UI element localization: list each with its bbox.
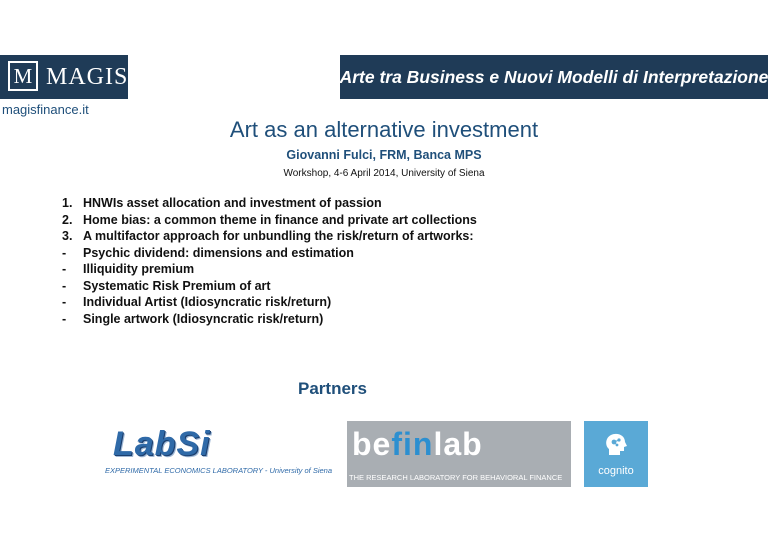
agenda-text: HNWIs asset allocation and investment of passion — [83, 196, 382, 210]
agenda-text: Single artwork (Idiosyncratic risk/return) — [83, 311, 324, 326]
agenda-text: A multifactor approach for unbundling the risk/return of artworks: — [83, 229, 474, 243]
agenda-marker: - — [62, 311, 67, 326]
magis-logo-name: MAGIS — [46, 64, 129, 90]
befinlab-part-fin: fin — [391, 426, 434, 462]
agenda-text: Psychic dividend: dimensions and estimation — [83, 245, 354, 260]
agenda-marker: 3. — [62, 229, 73, 243]
agenda-item — [62, 278, 477, 295]
author-line: Giovanni Fulci, FRM, Banca MPS — [286, 148, 482, 162]
head-profile-icon — [600, 429, 632, 461]
cognito-logo — [584, 421, 648, 487]
event-line: Workshop, 4-6 April 2014, University of Siena — [283, 168, 485, 179]
agenda-item — [62, 228, 477, 245]
agenda-text: Systematic Risk Premium of art — [83, 278, 271, 293]
befinlab-logo-wordmark — [352, 425, 483, 463]
agenda-item — [62, 261, 477, 278]
agenda-marker: 2. — [62, 212, 73, 227]
magis-logo — [0, 55, 128, 99]
agenda-text: Individual Artist (Idiosyncratic risk/return) — [83, 295, 332, 309]
befinlab-logo-subtitle: THE RESEARCH LABORATORY FOR BEHAVIORAL FINANCE — [349, 473, 563, 482]
agenda-item — [62, 311, 477, 328]
agenda-marker: - — [62, 278, 67, 293]
agenda-item — [62, 195, 477, 212]
labsi-logo-subtitle: EXPERIMENTAL ECONOMICS LABORATORY - University of Siena — [105, 466, 333, 475]
agenda-marker: - — [62, 295, 67, 309]
agenda-item — [62, 294, 477, 311]
agenda-marker: - — [62, 262, 67, 276]
befinlab-logo — [347, 421, 571, 487]
cognito-logo-name: cognito — [598, 465, 634, 477]
agenda-marker: - — [62, 245, 67, 260]
magis-logo-badge — [8, 61, 38, 91]
befinlab-part-lab: lab — [433, 426, 483, 462]
site-link[interactable]: magisfinance.it — [2, 102, 89, 117]
agenda-item — [62, 212, 477, 229]
magis-logo-letter: M — [13, 63, 33, 88]
slide-title: Art as an alternative investment — [229, 117, 539, 142]
header-banner: Arte tra Business e Nuovi Modelli di Interpretazione — [340, 55, 768, 99]
partners-heading: Partners — [298, 379, 367, 398]
agenda-list — [62, 195, 477, 327]
agenda-marker: 1. — [62, 196, 73, 210]
befinlab-part-be: be — [352, 426, 392, 462]
agenda-text: Illiquidity premium — [83, 262, 195, 276]
agenda-text: Home bias: a common theme in finance and private art collections — [83, 212, 477, 227]
labsi-logo-wordmark: LabSi — [113, 425, 211, 463]
labsi-logo — [105, 425, 333, 480]
agenda-item — [62, 245, 477, 262]
